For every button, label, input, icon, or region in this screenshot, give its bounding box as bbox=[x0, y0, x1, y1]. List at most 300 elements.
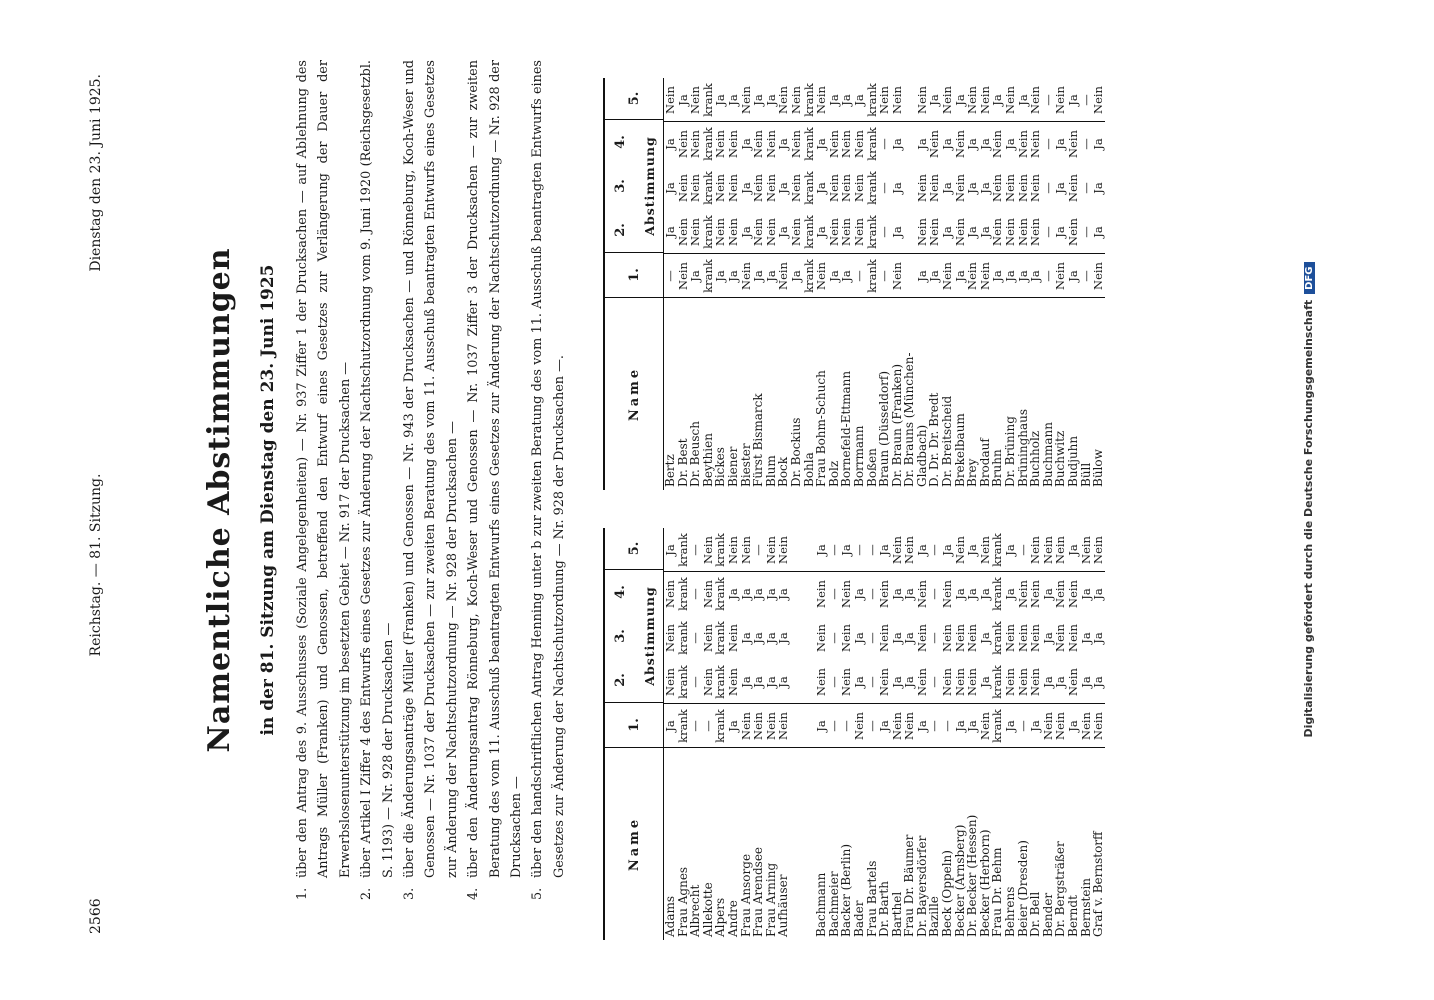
vote-4: Nein bbox=[940, 580, 955, 608]
member-name: Frau Dr. Behm bbox=[990, 847, 1005, 937]
vote-1: Ja bbox=[927, 270, 942, 282]
vote-1: Ja bbox=[965, 720, 980, 732]
column-group-label: Abstimmung bbox=[641, 586, 657, 686]
vote-1: — bbox=[839, 720, 854, 732]
vote-1: Ja bbox=[1028, 270, 1043, 282]
vote-number: 3. bbox=[402, 887, 418, 900]
vote-2: Nein bbox=[940, 668, 955, 696]
vote-3: Ja bbox=[965, 182, 980, 194]
vote-3: Nein bbox=[826, 174, 841, 202]
vote-4: Ja bbox=[763, 588, 778, 600]
vote-5: — bbox=[864, 544, 879, 556]
vote-1: — bbox=[1040, 270, 1055, 282]
vote-3: — bbox=[927, 632, 942, 644]
vote-5: krank bbox=[713, 533, 728, 567]
vote-5: Nein bbox=[700, 536, 715, 564]
member-name: Budjuhn bbox=[1066, 435, 1080, 487]
vote-1: Ja bbox=[952, 270, 967, 282]
vote-2: Nein bbox=[663, 668, 677, 696]
vote-5: — bbox=[927, 544, 942, 556]
vote-table-left bbox=[603, 528, 1105, 940]
member-name: Bader bbox=[851, 900, 866, 937]
vote-2: Nein bbox=[851, 218, 866, 246]
member-name: Biener bbox=[725, 446, 740, 487]
vote-3: Ja bbox=[1091, 182, 1106, 194]
vote-number: 1. bbox=[295, 887, 310, 900]
page-subtitle: in der 81. Sitzung am Dienstag den 23. Juni 1925 bbox=[258, 264, 278, 736]
vote-3: krank bbox=[675, 621, 690, 655]
vote-2: Nein bbox=[839, 218, 854, 246]
member-name: Bock bbox=[776, 456, 791, 487]
vote-number: 2. bbox=[359, 887, 375, 900]
vote-2: Nein bbox=[1066, 218, 1080, 246]
vote-4: Nein bbox=[1066, 130, 1080, 158]
vote-2 bbox=[790, 660, 803, 704]
vote-2: Ja bbox=[763, 676, 778, 688]
vote-1: krank bbox=[700, 259, 715, 293]
vote-text: über Artikel I Ziffer 4 des Entwurfs eines Gesetzes zur Änderung der Nachtschutzordnung vom 9. Juni 1920 (Reichsgesetzbl. S. 1193) — Nr. 928 der Drucksachen — bbox=[359, 60, 396, 878]
member-name: Becker (Herborn) bbox=[977, 829, 992, 937]
vote-1: Ja bbox=[839, 270, 854, 282]
vote-2: Nein bbox=[1066, 668, 1080, 696]
vote-3: Ja bbox=[751, 632, 766, 644]
vote-2: Nein bbox=[1015, 668, 1030, 696]
member-name: Frau Agnes bbox=[675, 866, 690, 937]
vote-2: Ja bbox=[1091, 226, 1106, 238]
vote-4: Ja bbox=[977, 138, 992, 150]
vote-1: — bbox=[940, 720, 955, 732]
table-row bbox=[727, 78, 740, 490]
page-title: Namentliche Abstimmungen bbox=[202, 247, 237, 753]
vote-5: Nein bbox=[688, 86, 703, 114]
vote-5: Ja bbox=[663, 544, 677, 556]
vote-4: Ja bbox=[1040, 588, 1055, 600]
vote-3: Ja bbox=[1091, 632, 1106, 644]
table-row bbox=[689, 78, 702, 490]
vote-5: Nein bbox=[1028, 86, 1043, 114]
vote-2: Ja bbox=[1091, 676, 1106, 688]
vote-1: Nein bbox=[776, 712, 791, 740]
member-name: Berndt bbox=[1066, 895, 1080, 937]
vote-1: — bbox=[851, 270, 866, 282]
vote-1: Nein bbox=[738, 262, 753, 290]
vote-2: Nein bbox=[1015, 218, 1030, 246]
member-name: Brey bbox=[965, 458, 980, 487]
vote-1: Ja bbox=[1003, 270, 1018, 282]
vote-2: Ja bbox=[738, 676, 753, 688]
member-name: Dr. Bell bbox=[1028, 891, 1043, 937]
vote-4: Nein bbox=[725, 130, 740, 158]
vote-description bbox=[356, 60, 399, 900]
vote-table-right bbox=[603, 78, 1105, 490]
column-header-5: 5. bbox=[626, 91, 642, 106]
vote-3: Ja bbox=[814, 182, 829, 194]
member-name: Dr. Bockius bbox=[788, 417, 803, 487]
vote-description bbox=[527, 60, 570, 900]
vote-1: Ja bbox=[751, 270, 766, 282]
vote-4: — bbox=[826, 588, 841, 600]
member-name: Bornefeld-Ettmann bbox=[839, 370, 854, 487]
column-header-2: 2. bbox=[612, 673, 628, 687]
header-session: Reichstag. — 81. Sitzung. bbox=[88, 473, 104, 657]
vote-3: krank bbox=[700, 171, 715, 205]
table-row bbox=[1092, 78, 1105, 490]
table-row bbox=[777, 528, 790, 940]
vote-5: Ja bbox=[914, 544, 929, 556]
table-row bbox=[903, 528, 916, 940]
vote-4: Ja bbox=[889, 138, 904, 150]
vote-5: krank bbox=[990, 533, 1005, 567]
vote-2: Nein bbox=[814, 668, 829, 696]
vote-4: Nein bbox=[713, 130, 728, 158]
vote-2: Nein bbox=[751, 218, 766, 246]
vote-1: — bbox=[688, 720, 703, 732]
column-numbers bbox=[605, 570, 635, 702]
vote-2: Nein bbox=[700, 668, 715, 696]
vote-1: Nein bbox=[940, 262, 955, 290]
vote-4: Nein bbox=[688, 130, 703, 158]
vote-3: — bbox=[864, 632, 879, 644]
vote-4: Ja bbox=[1091, 138, 1106, 150]
member-name: Frau Dr. Bäumer bbox=[902, 834, 917, 937]
vote-2: Nein bbox=[725, 668, 740, 696]
vote-4: Nein bbox=[675, 130, 690, 158]
vote-3: Ja bbox=[663, 182, 677, 194]
vote-5: Ja bbox=[725, 94, 740, 106]
vote-4: Nein bbox=[1015, 580, 1030, 608]
table-row bbox=[752, 78, 765, 490]
vote-2: Nein bbox=[725, 218, 740, 246]
column-header-4: 4. bbox=[612, 135, 628, 149]
digitization-note bbox=[1302, 0, 1315, 1000]
member-name: Aufhäuser bbox=[776, 874, 791, 937]
vote-1: Ja bbox=[725, 270, 740, 282]
vote-4: Nein bbox=[839, 580, 854, 608]
vote-1: Nein bbox=[889, 712, 904, 740]
vote-5: Nein bbox=[1091, 536, 1106, 564]
vote-4: Ja bbox=[1078, 588, 1093, 600]
table-row bbox=[1067, 528, 1080, 940]
vote-4 bbox=[790, 572, 803, 616]
vote-number: 5. bbox=[530, 887, 546, 900]
vote-1: Nein bbox=[902, 712, 917, 740]
vote-3: krank bbox=[990, 621, 1005, 655]
vote-5: Nein bbox=[902, 536, 917, 564]
table-row bbox=[664, 528, 677, 940]
vote-2: krank bbox=[864, 215, 879, 249]
member-name: Bohla bbox=[801, 452, 816, 487]
vote-3: Nein bbox=[952, 624, 967, 652]
vote-4: Ja bbox=[776, 588, 791, 600]
member-name: Brüninghaus bbox=[1015, 408, 1030, 487]
vote-4: Ja bbox=[1003, 138, 1018, 150]
member-name: Büll bbox=[1078, 462, 1093, 487]
vote-5: Nein bbox=[889, 536, 904, 564]
member-name: Adams bbox=[663, 895, 677, 937]
table-row bbox=[966, 78, 979, 490]
vote-2: krank bbox=[990, 665, 1005, 699]
vote-1: Ja bbox=[713, 270, 728, 282]
vote-3: Ja bbox=[889, 182, 904, 194]
member-name: Albrecht bbox=[688, 884, 703, 937]
vote-columns-header bbox=[605, 78, 663, 297]
vote-5: — bbox=[1015, 544, 1030, 556]
vote-1: — bbox=[1015, 720, 1030, 732]
vote-2: Ja bbox=[776, 226, 791, 238]
column-header-4: 4. bbox=[612, 585, 628, 599]
vote-1: Ja bbox=[1066, 270, 1080, 282]
vote-4: Nein bbox=[1028, 580, 1043, 608]
vote-5: Nein bbox=[952, 536, 967, 564]
vote-5: Nein bbox=[663, 86, 677, 114]
table-row bbox=[1004, 78, 1017, 490]
vote-4: Ja bbox=[1053, 138, 1068, 150]
vote-2: Ja bbox=[663, 226, 677, 238]
vote-1: — bbox=[700, 720, 715, 732]
vote-1: Ja bbox=[814, 720, 829, 732]
vote-5: Ja bbox=[751, 94, 766, 106]
vote-5 bbox=[790, 528, 803, 572]
vote-3: Nein bbox=[700, 624, 715, 652]
member-name: Buchwitz bbox=[1053, 430, 1068, 487]
member-name: Dr. Bergsträßer bbox=[1053, 841, 1068, 937]
vote-text: über die Änderungsanträge Müller (Franken) und Genossen — Nr. 943 der Drucksachen — und Rönneburg, Koch-Weser und Genossen — Nr. 1037 der Drucksachen — zur zweiten Beratung des vom 11. Ausschuß beantragten Entwurfs eines Gesetzes zur Änderung der Nachtschutzordnung — Nr. 928 der Drucksachen — bbox=[402, 60, 460, 878]
vote-3: Nein bbox=[839, 174, 854, 202]
member-name: Alpers bbox=[713, 897, 728, 937]
vote-3: Nein bbox=[914, 174, 929, 202]
vote-4: Nein bbox=[826, 130, 841, 158]
vote-5: Nein bbox=[788, 86, 803, 114]
column-header-2: 2. bbox=[612, 223, 628, 237]
vote-3: krank bbox=[713, 621, 728, 655]
member-name: Boßen bbox=[864, 448, 879, 487]
member-name: Dr. Best bbox=[675, 438, 690, 487]
column-group bbox=[605, 569, 663, 702]
member-name: Brodauf bbox=[977, 438, 992, 487]
vote-2: Nein bbox=[763, 218, 778, 246]
vote-2: Nein bbox=[839, 668, 854, 696]
vote-2: Nein bbox=[826, 218, 841, 246]
vote-3: Nein bbox=[940, 624, 955, 652]
table-row bbox=[853, 528, 866, 940]
vote-3: Ja bbox=[1078, 632, 1093, 644]
vote-1: — bbox=[877, 270, 892, 282]
vote-1: Nein bbox=[1078, 712, 1093, 740]
vote-2: Ja bbox=[776, 676, 791, 688]
member-name: Frau Bartels bbox=[864, 860, 879, 937]
vote-3: Nein bbox=[1066, 624, 1080, 652]
vote-5: — bbox=[1078, 94, 1093, 106]
vote-5: Ja bbox=[1003, 544, 1018, 556]
vote-3: Nein bbox=[914, 624, 929, 652]
vote-2: Ja bbox=[977, 226, 992, 238]
table-row bbox=[853, 78, 866, 490]
column-header-name: Name bbox=[605, 747, 663, 940]
vote-1: Ja bbox=[1015, 270, 1030, 282]
vote-5: Nein bbox=[763, 536, 778, 564]
vote-1: krank bbox=[675, 709, 690, 743]
vote-1: krank bbox=[801, 259, 816, 293]
vote-2: krank bbox=[713, 665, 728, 699]
vote-5: Nein bbox=[725, 536, 740, 564]
vote-4: Ja bbox=[889, 588, 904, 600]
vote-4: Nein bbox=[1015, 130, 1030, 158]
vote-4: Nein bbox=[700, 580, 715, 608]
vote-5: krank bbox=[700, 83, 715, 117]
table-body bbox=[664, 528, 1105, 940]
table-row bbox=[727, 528, 740, 940]
table-body bbox=[664, 78, 1105, 490]
table-row bbox=[966, 528, 979, 940]
member-name: Beythien bbox=[700, 433, 715, 487]
vote-4: Ja bbox=[965, 138, 980, 150]
vote-5: Nein bbox=[977, 536, 992, 564]
vote-5: — bbox=[826, 544, 841, 556]
vote-5: Ja bbox=[877, 544, 892, 556]
vote-number: 4. bbox=[466, 887, 482, 900]
vote-5: Ja bbox=[675, 94, 690, 106]
vote-4: krank bbox=[675, 577, 690, 611]
member-name: Bazille bbox=[927, 896, 942, 937]
vote-4: Ja bbox=[776, 138, 791, 150]
member-name: Bender bbox=[1040, 892, 1055, 937]
vote-description bbox=[399, 60, 463, 900]
vote-5: Ja bbox=[814, 544, 829, 556]
vote-3: Nein bbox=[1066, 174, 1080, 202]
vote-4: Ja bbox=[725, 588, 740, 600]
vote-3: — bbox=[1078, 182, 1093, 194]
vote-3: Nein bbox=[713, 174, 728, 202]
vote-3: Ja bbox=[738, 182, 753, 194]
vote-1: — bbox=[826, 720, 841, 732]
vote-5: Ja bbox=[990, 94, 1005, 106]
vote-3 bbox=[790, 616, 803, 660]
vote-3: Ja bbox=[902, 632, 917, 644]
vote-3: Ja bbox=[776, 632, 791, 644]
vote-1: Nein bbox=[977, 712, 992, 740]
vote-2: Ja bbox=[940, 226, 955, 238]
vote-3: Ja bbox=[851, 632, 866, 644]
vote-2: Ja bbox=[1053, 226, 1068, 238]
vote-3: Nein bbox=[788, 174, 803, 202]
vote-2: Ja bbox=[889, 226, 904, 238]
table-row bbox=[1029, 78, 1042, 490]
vote-4: Ja bbox=[902, 588, 917, 600]
column-header-name: Name bbox=[605, 297, 663, 490]
vote-5: Nein bbox=[1003, 86, 1018, 114]
table-row bbox=[664, 78, 677, 490]
member-name: Brekelbaum bbox=[952, 413, 967, 487]
member-name: Braun (Düsseldorf) bbox=[877, 370, 892, 487]
member-name: Beier (Dresden) bbox=[1015, 840, 1030, 937]
vote-2: Nein bbox=[927, 218, 942, 246]
column-header-5: 5. bbox=[626, 541, 642, 556]
vote-5: Ja bbox=[1015, 94, 1030, 106]
vote-1: Ja bbox=[826, 270, 841, 282]
member-name: Dr. Brüning bbox=[1003, 416, 1018, 487]
vote-5: Nein bbox=[814, 86, 829, 114]
table-row bbox=[815, 528, 828, 940]
member-name: Blum bbox=[763, 455, 778, 487]
vote-5: Ja bbox=[826, 94, 841, 106]
vote-4: krank bbox=[713, 577, 728, 611]
member-name: Bickes bbox=[713, 447, 728, 487]
vote-3: Ja bbox=[1053, 182, 1068, 194]
vote-5: Nein bbox=[1028, 536, 1043, 564]
vote-3: Nein bbox=[725, 624, 740, 652]
vote-5: Ja bbox=[839, 544, 854, 556]
table-row bbox=[1004, 528, 1017, 940]
vote-2 bbox=[903, 210, 916, 254]
vote-4: Nein bbox=[927, 130, 942, 158]
vote-2: Ja bbox=[1078, 676, 1093, 688]
vote-5 bbox=[903, 78, 916, 122]
vote-2: Nein bbox=[990, 218, 1005, 246]
vote-5: Nein bbox=[914, 86, 929, 114]
vote-text: über den Änderungsantrag Rönneburg, Koch-Weser und Genossen — Nr. 1037 Ziffer 3 der Drucksachen — zur zweiten Beratung des vom 11. Ausschuß beantragten Entwurfs eines Gesetzes zur Änderung der Nachtschutzordnung — Nr. 928 der Drucksachen — bbox=[466, 60, 525, 878]
vote-2: Nein bbox=[1003, 218, 1018, 246]
member-name: Buchholz bbox=[1028, 430, 1043, 487]
vote-1: Ja bbox=[663, 720, 677, 732]
vote-4: Nein bbox=[788, 130, 803, 158]
vote-2: Nein bbox=[1028, 218, 1043, 246]
member-name: Bolz bbox=[826, 460, 841, 487]
vote-4: Nein bbox=[990, 130, 1005, 158]
vote-2: Nein bbox=[675, 218, 690, 246]
vote-5: Nein bbox=[1091, 86, 1106, 114]
table-row bbox=[1092, 528, 1105, 940]
vote-3: Nein bbox=[814, 624, 829, 652]
vote-2: Nein bbox=[952, 668, 967, 696]
vote-3: Ja bbox=[977, 182, 992, 194]
vote-1: Nein bbox=[1091, 712, 1106, 740]
vote-3: Nein bbox=[990, 174, 1005, 202]
vote-5: Ja bbox=[940, 544, 955, 556]
vote-4: — bbox=[688, 588, 703, 600]
vote-1: krank bbox=[713, 709, 728, 743]
member-name: Frau Bohm-Schuch bbox=[814, 370, 829, 487]
vote-4: Ja bbox=[952, 588, 967, 600]
vote-1: Nein bbox=[814, 262, 829, 290]
column-group-label: Abstimmung bbox=[641, 136, 657, 236]
vote-4: Ja bbox=[814, 138, 829, 150]
table-row bbox=[790, 528, 803, 940]
vote-1: Ja bbox=[1003, 720, 1018, 732]
table-row bbox=[1067, 78, 1080, 490]
vote-3: Nein bbox=[751, 174, 766, 202]
vote-2: Ja bbox=[1053, 676, 1068, 688]
vote-1: Ja bbox=[688, 270, 703, 282]
member-name: Biester bbox=[738, 443, 753, 487]
vote-2: Ja bbox=[1040, 676, 1055, 688]
table-header bbox=[603, 528, 664, 940]
vote-5: Nein bbox=[738, 86, 753, 114]
vote-1: — bbox=[864, 720, 879, 732]
vote-2: Ja bbox=[889, 676, 904, 688]
member-name: Gladbach) bbox=[914, 424, 929, 487]
member-name: Fürst Bismarck bbox=[751, 393, 766, 487]
vote-4: — bbox=[877, 138, 892, 150]
table-row bbox=[941, 528, 954, 940]
member-name: Backer (Berlin) bbox=[839, 843, 854, 937]
vote-5: Ja bbox=[839, 94, 854, 106]
vote-1: Nein bbox=[965, 262, 980, 290]
member-name: Dr. Brauns (München- bbox=[902, 352, 917, 487]
vote-2: — bbox=[1040, 226, 1055, 238]
vote-1: Nein bbox=[1053, 262, 1068, 290]
vote-5: Nein bbox=[940, 86, 955, 114]
vote-4: — bbox=[864, 588, 879, 600]
